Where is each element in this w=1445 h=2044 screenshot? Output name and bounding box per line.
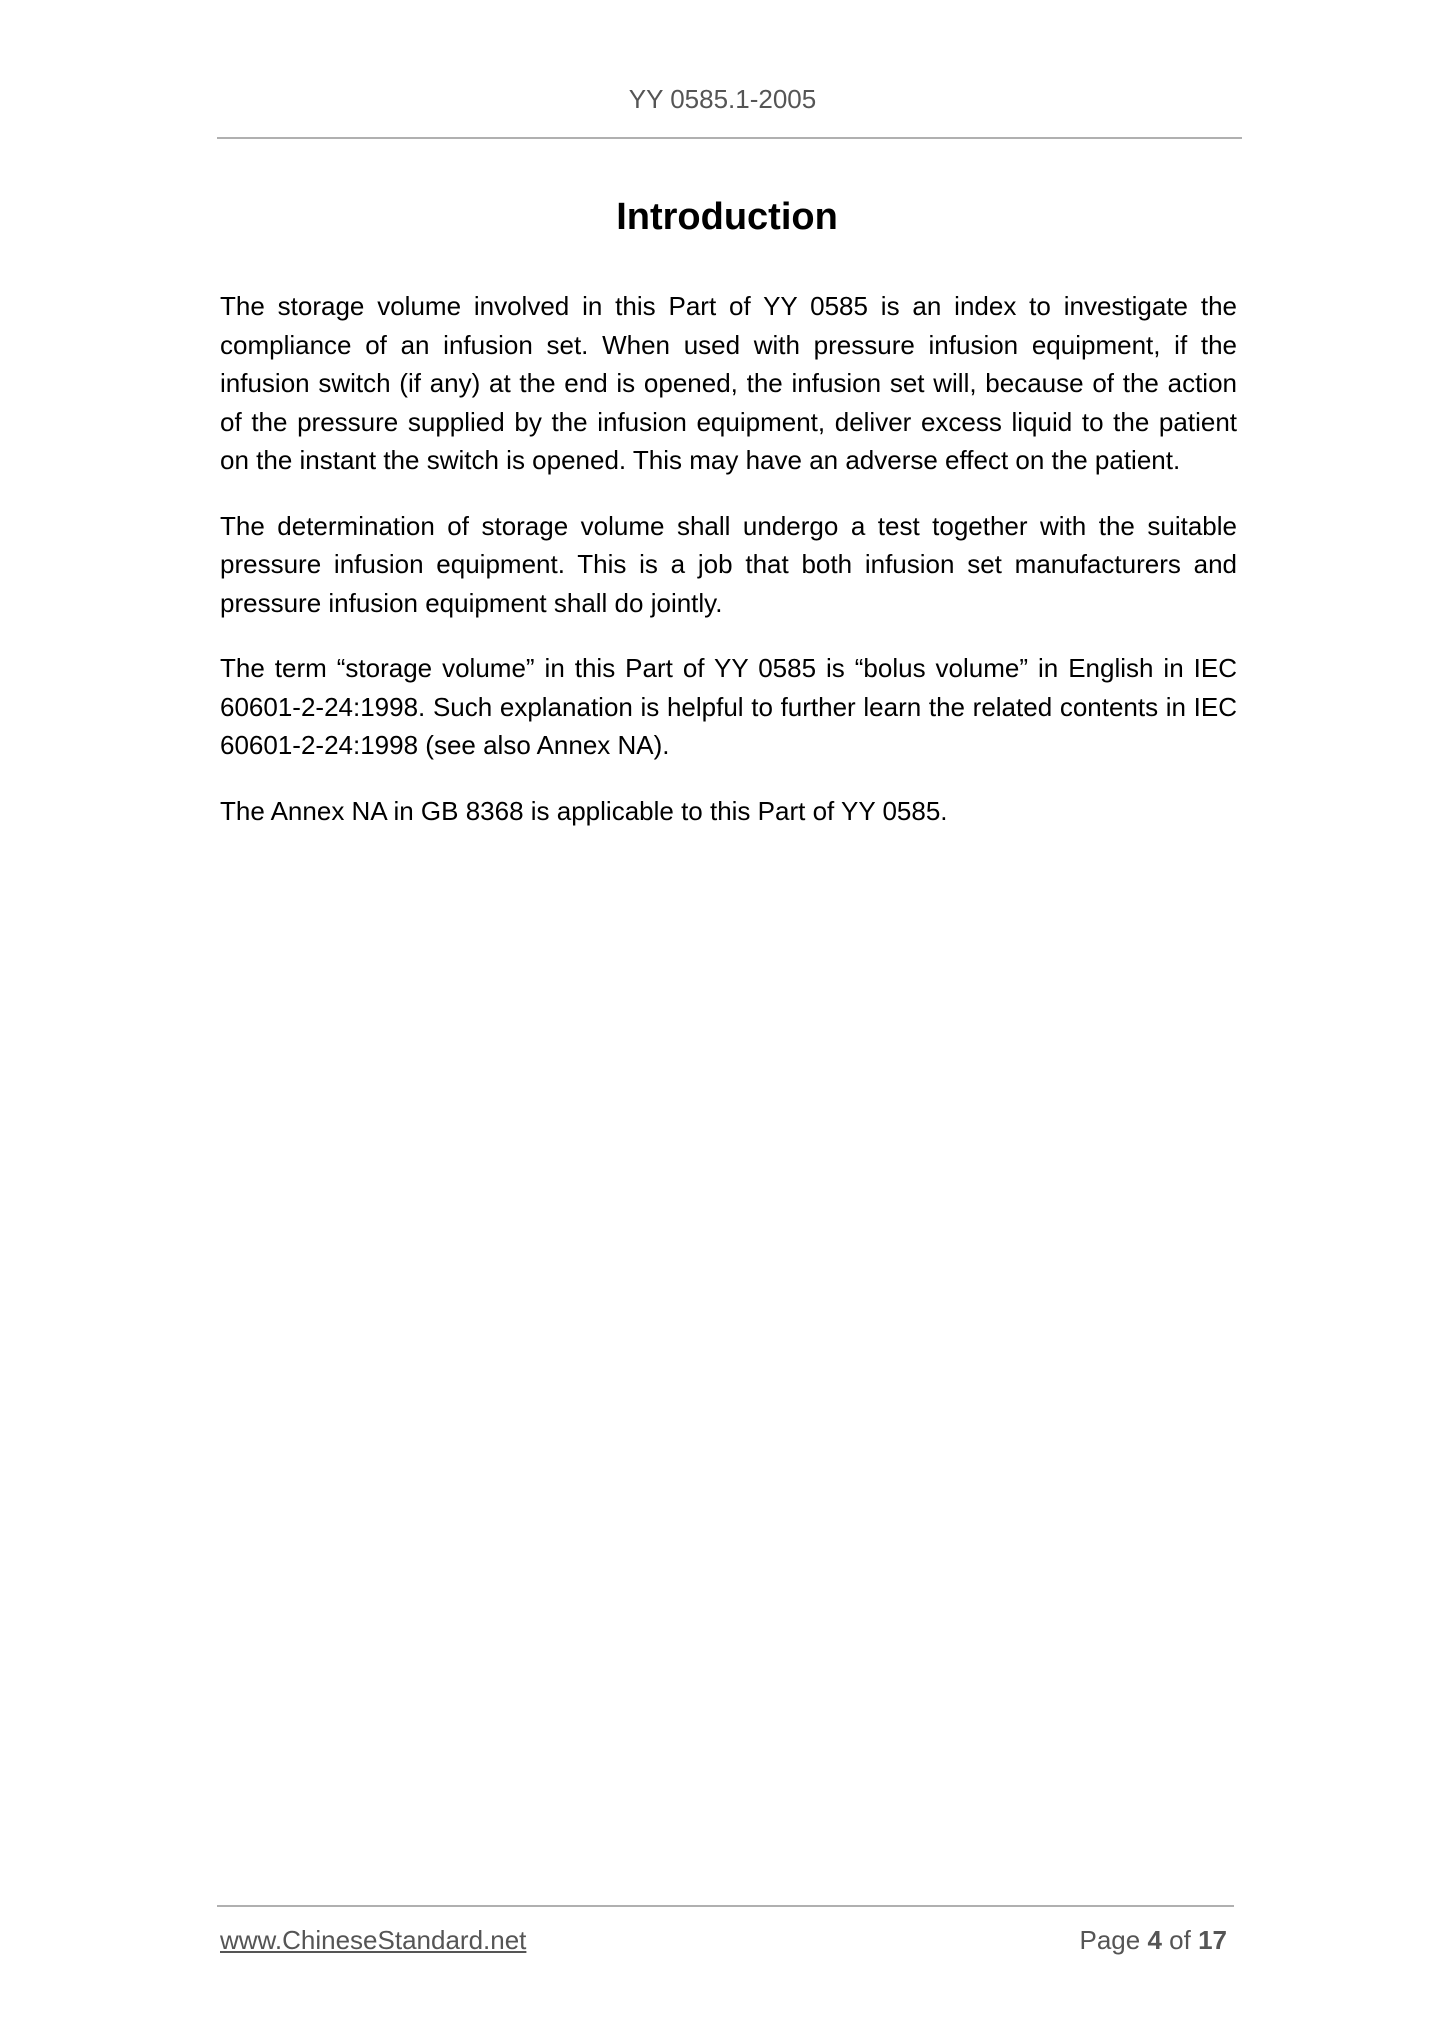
page-title: Introduction [616,196,838,238]
page-of: of [1169,1925,1191,1955]
paragraph-2: The determination of storage volume shall undergo a test together with the suitable pressure infusion equipment. This is a job that both infusion set manufacturers and pressure infusion equipment shall do jointly. [220,510,1237,618]
page-prefix: Page [1079,1925,1141,1955]
footer-divider [217,1905,1234,1907]
header-divider [217,137,1242,139]
page-total: 17 [1198,1925,1227,1955]
paragraph-4: The Annex NA in GB 8368 is applicable to this Part of YY 0585. [220,795,948,826]
paragraph-1: The storage volume involved in this Part of YY 0585 is an index to investigate the compliance of an infusion set. When used with pressure infusion equipment, if the infusion switch (if any) at the end is opened, the infusion set will, because of the action of the pressure supplied by the infusion equipment, deliver excess liquid to the patient on the instant the switch is opened. This may have an adverse effect on the patient. [220,291,1237,475]
page-number [1079,1925,1227,1956]
page-current: 4 [1147,1925,1162,1955]
body-text [220,287,1237,857]
paragraph-3: The term “storage volume” in this Part of YY 0585 is “bolus volume” in English in IEC 60601-2-24:1998. Such explanation is helpful to further learn the related contents in IEC 60601-2-24:1998 (see also Annex NA). [220,653,1237,760]
document-header-code: YY 0585.1-2005 [628,84,817,114]
website-link[interactable]: www.ChineseStandard.net [220,1925,527,1955]
